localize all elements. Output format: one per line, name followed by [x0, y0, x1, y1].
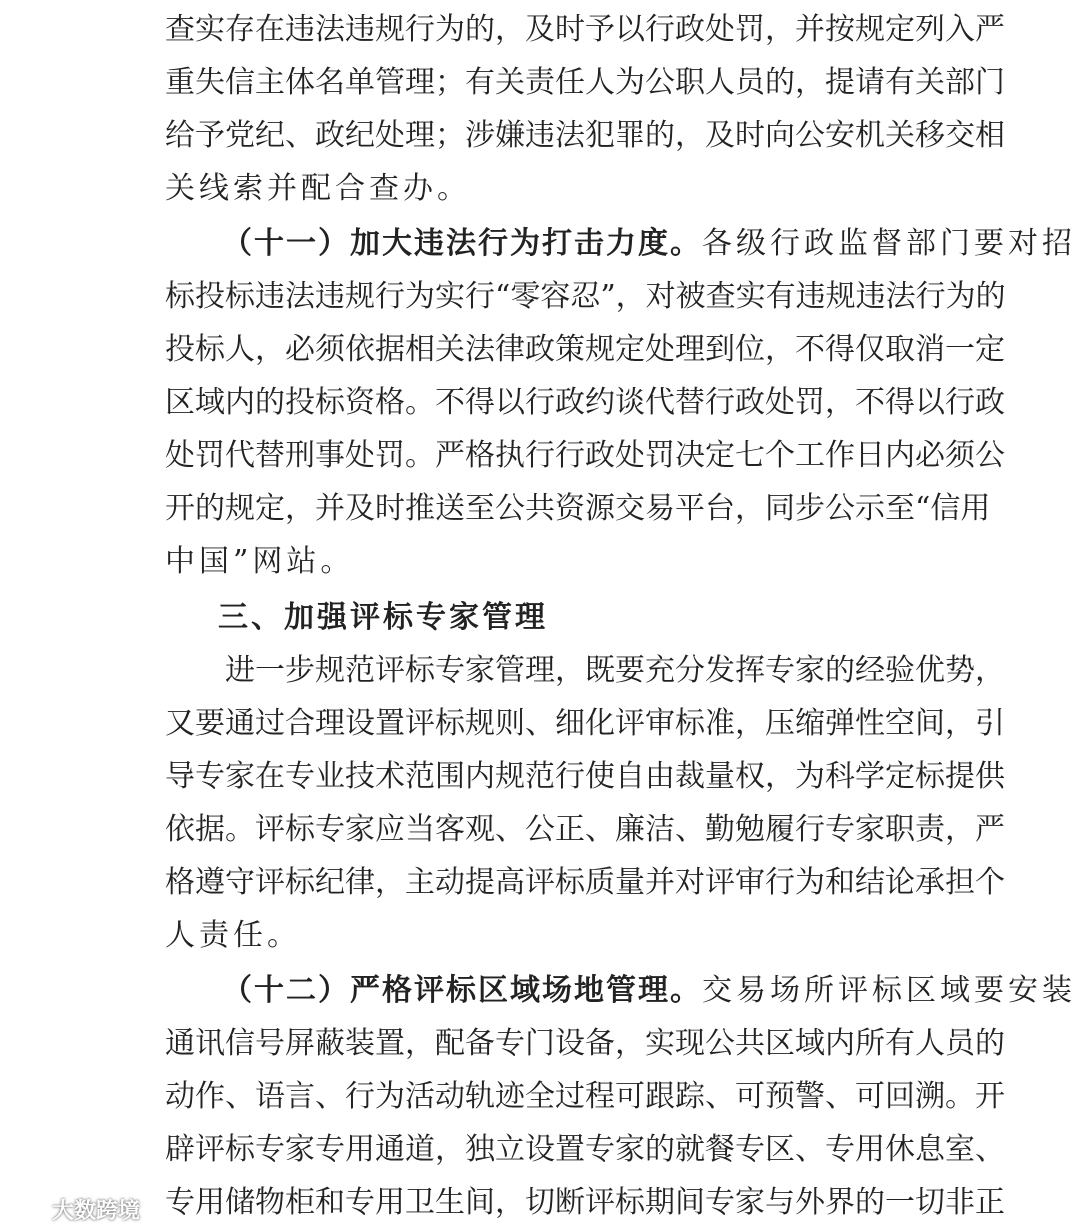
wechat-logo-icon	[8, 1196, 46, 1222]
section-3-first-line: 进一步规范评标专家管理，既要充分发挥专家的经验优势，	[225, 653, 1005, 688]
text-line: 依据。评标专家应当客观、公正、廉洁、勤勉履行专家职责，严	[165, 812, 1005, 847]
text-line: 标投标违法违规行为实行“零容忍”，对被查实有违规违法行为的	[165, 279, 1006, 314]
paragraph-11-first-text: 各级行政监督部门要对招	[702, 226, 1076, 261]
text-line: 导专家在专业技术范围内规范行使自由裁量权，为科学定标提供	[165, 759, 1005, 794]
watermark-text: 大数跨境	[52, 1198, 141, 1224]
text-line: 区域内的投标资格。不得以行政约谈代替行政处罚，不得以行政	[165, 385, 1005, 420]
text-line: 开的规定，并及时推送至公共资源交易平台，同步公示至“信用	[165, 491, 991, 526]
text-line: 关线索并配合查办。	[165, 171, 471, 206]
text-line: 又要通过合理设置评标规则、细化评审标准，压缩弹性空间，引	[165, 706, 1005, 741]
text-line: 格遵守评标纪律，主动提高评标质量并对评审行为和结论承担个	[165, 865, 1005, 900]
watermark	[8, 1192, 140, 1226]
text-line: 动作、语言、行为活动轨迹全过程可跟踪、可预警、可回溯。开	[165, 1079, 1005, 1114]
paragraph-11-heading: （十一）加大违法行为打击力度。	[222, 226, 702, 261]
text-line: 投标人，必须依据相关法律政策规定处理到位，不得仅取消一定	[165, 332, 1005, 367]
text-line: 处罚代替刑事处罚。严格执行行政处罚决定七个工作日内必须公	[165, 438, 1005, 473]
text-line: 辟评标专家专用通道，独立设置专家的就餐专区、专用休息室、	[165, 1132, 1005, 1167]
section-3-heading: 三、加强评标专家管理	[218, 600, 548, 635]
text-line: 重失信主体名单管理；有关责任人为公职人员的，提请有关部门	[165, 65, 1005, 100]
paragraph-12-heading: （十二）严格评标区域场地管理。	[222, 973, 702, 1008]
text-line: 中国”网站。	[165, 544, 355, 579]
paragraph-12-first-text: 交易场所评标区域要安装	[702, 973, 1076, 1008]
text-line: 通讯信号屏蔽装置，配备专门设备，实现公共区域内所有人员的	[165, 1026, 1005, 1061]
text-line: 专用储物柜和专用卫生间，切断评标期间专家与外界的一切非正	[165, 1185, 1005, 1220]
paragraph-12-first-line	[222, 971, 1076, 1011]
paragraph-11-first-line	[222, 224, 1076, 264]
text-line: 给予党纪、政纪处理；涉嫌违法犯罪的，及时向公安机关移交相	[165, 118, 1005, 153]
text-line: 人责任。	[165, 918, 301, 953]
text-line: 查实存在违法违规行为的，及时予以行政处罚，并按规定列入严	[165, 12, 1005, 47]
